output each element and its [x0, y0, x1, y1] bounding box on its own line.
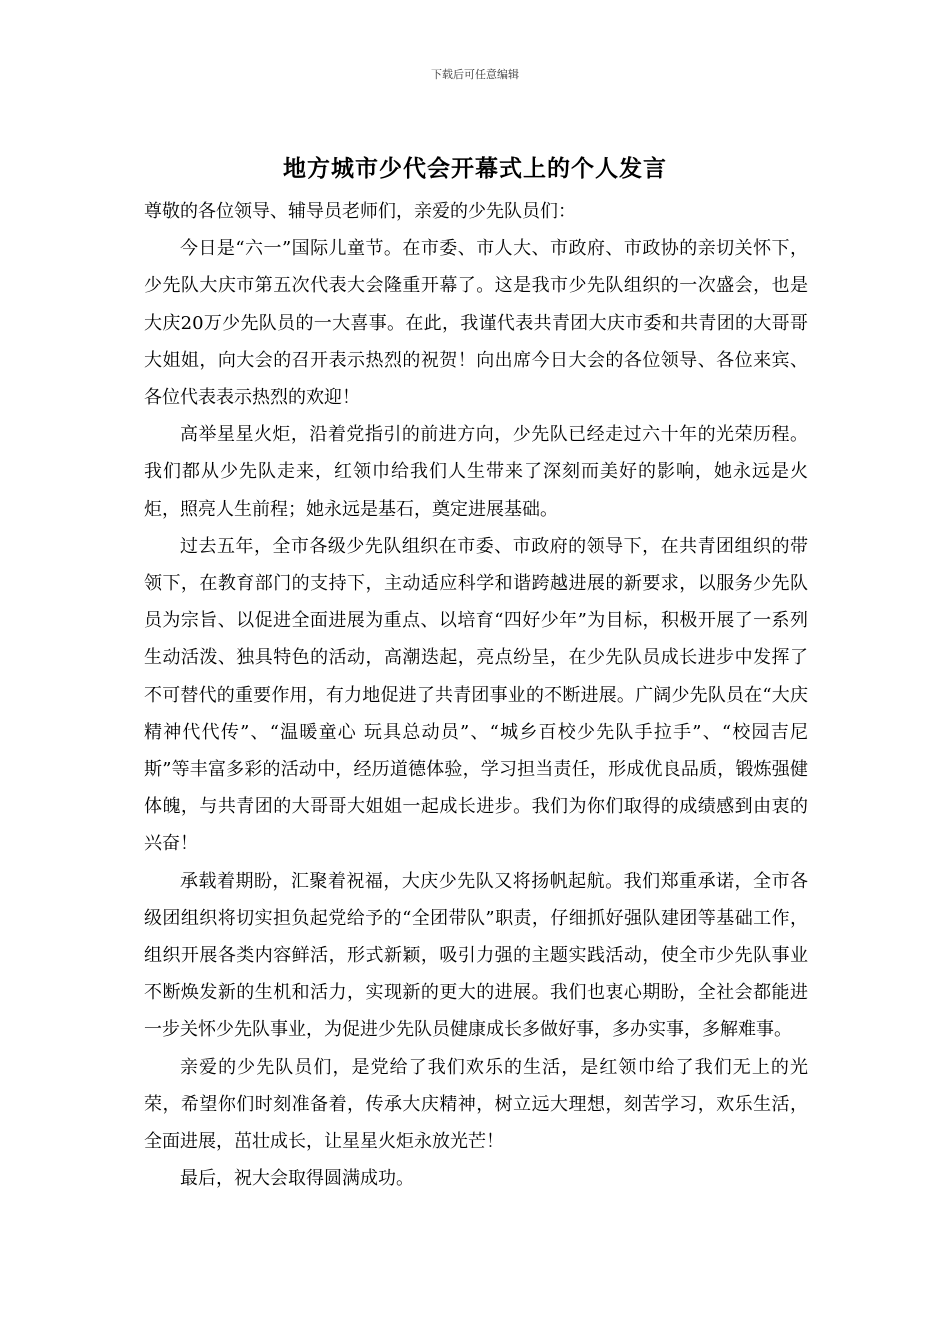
- paragraph: 过去五年，全市各级少先队组织在市委、市政府的领导下，在共青团组织的带领下，在教育部门的支持下，主动适应科学和谐跨越进展的新要求，以服务少先队员为宗旨、以促进全面进展为重点、以培育“四好少年”为目标，积极开展了一系列生动活泼、独具特色的活动，高潮迭起，亮点纷呈，在少先队员成长进步中发挥了不可替代的重要作用，有力地促进了共青团事业的不断进展。广阔少先队员在“大庆精神代代传”、“温暖童心 玩具总动员”、“城乡百校少先队手拉手”、“校园吉尼斯”等丰富多彩的活动中，经历道德体验，学习担当责任，形成优良品质，锻炼强健体魄，与共青团的大哥哥大姐姐一起成长进步。我们为你们取得的成绩感到由衷的兴奋！: [144, 535, 808, 855]
- paragraph: 今日是“六一”国际儿童节。在市委、市人大、市政府、市政协的亲切关怀下，少先队大庆市第五次代表大会隆重开幕了。这是我市少先队组织的一次盛会，也是大庆20万少先队员的一大喜事。在此，我谨代表共青团大庆市委和共青团的大哥哥大姐姐，向大会的召开表示热烈的祝贺！向出席今日大会的各位领导、各位来宾、各位代表表示热烈的欢迎！: [144, 238, 808, 409]
- paragraph: 亲爱的少先队员们，是党给了我们欢乐的生活，是红领巾给了我们无上的光荣，希望你们时刻准备着，传承大庆精神，树立远大理想，刻苦学习，欢乐生活，全面进展，茁壮成长，让星星火炬永放光芒！: [144, 1056, 808, 1153]
- paragraph: 高举星星火炬，沿着党指引的前进方向，少先队已经走过六十年的光荣历程。我们都从少先队走来，红领巾给我们人生带来了深刻而美好的影响，她永远是火炬，照亮人生前程；她永远是基石，奠定进展基础。: [144, 424, 808, 520]
- document-title: 地方城市少代会开幕式上的个人发言: [283, 155, 667, 182]
- header-note: 下载后可任意编辑: [431, 68, 519, 81]
- salutation: 尊敬的各位领导、辅导员老师们，亲爱的少先队员们：: [144, 201, 576, 222]
- paragraph: 最后，祝大会取得圆满成功。: [180, 1168, 414, 1190]
- paragraph: 承载着期盼，汇聚着祝福，大庆少先队又将扬帆起航。我们郑重承诺，全市各级团组织将切实担负起党给予的“全团带队”职责，仔细抓好强队建团等基础工作，组织开展各类内容鲜活，形式新颖，吸引力强的主题实践活动，使全市少先队事业不断焕发新的生机和活力，实现新的更大的进展。我们也衷心期盼，全社会都能进一步关怀少先队事业，为促进少先队员健康成长多做好事，多办实事，多解难事。: [144, 870, 808, 1041]
- document-body: [144, 193, 808, 1197]
